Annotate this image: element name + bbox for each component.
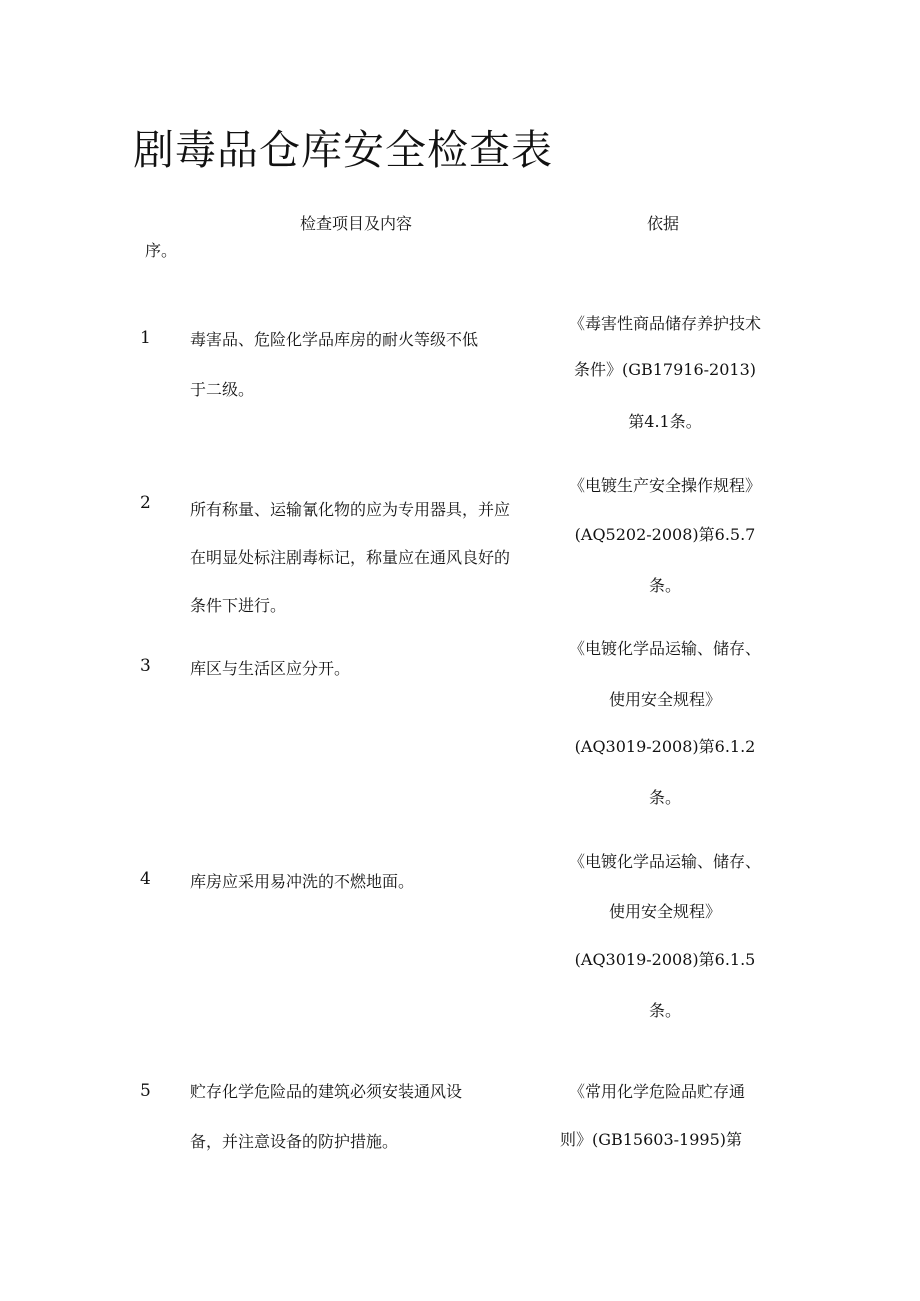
row-basis-line: (AQ3019-2008)第6.1.5 (574, 950, 756, 969)
row-basis-line: 《常用化学危险品贮存通 (568, 1082, 745, 1101)
row-content-line: 在明显处标注剧毒标记，称量应在通风良好的 (190, 548, 511, 567)
row-number: 5 (140, 1081, 151, 1101)
row-content-line: 所有称量、运输氰化物的应为专用器具，并应 (190, 500, 511, 519)
row-content-line: 库区与生活区应分开。 (190, 659, 351, 678)
row-basis-line: 条。 (648, 788, 681, 807)
header-basis: 依据 (647, 214, 680, 233)
row-content-line: 贮存化学危险品的建筑必须安装通风设 (190, 1082, 463, 1101)
row-content-line: 备，并注意设备的防护措施。 (190, 1132, 399, 1151)
row-number: 4 (140, 869, 151, 889)
header-content: 检查项目及内容 (300, 214, 413, 233)
row-basis-line: 条。 (648, 576, 681, 595)
row-basis-line: 《电镀化学品运输、储存、 (568, 639, 761, 658)
page-title: 剧毒品仓库安全检查表 (133, 126, 553, 174)
row-basis-line: (AQ3019-2008)第6.1.2 (574, 737, 756, 756)
row-basis-line: (AQ5202-2008)第6.5.7 (574, 525, 756, 544)
row-basis-line: 《毒害性商品储存养护技术 (568, 314, 761, 333)
row-basis-line: 《电镀化学品运输、储存、 (568, 852, 761, 871)
row-number: 1 (140, 328, 151, 348)
row-basis-line: 条。 (648, 1001, 681, 1020)
row-content-line: 库房应采用易冲洗的不燃地面。 (190, 872, 415, 891)
header-seq: 序。 (145, 241, 178, 260)
row-basis-line: 条件》(GB17916-2013) (573, 360, 757, 379)
row-content-line: 于二级。 (190, 380, 255, 399)
row-content-line: 毒害品、危险化学品库房的耐火等级不低 (190, 330, 479, 349)
row-number: 2 (140, 493, 151, 513)
row-content-line: 条件下进行。 (190, 596, 287, 615)
row-basis-line: 第4.1条。 (628, 412, 702, 431)
row-basis-line: 使用安全规程》 (608, 690, 721, 709)
row-basis-line: 使用安全规程》 (608, 902, 721, 921)
row-basis-line: 《电镀生产安全操作规程》 (568, 476, 761, 495)
row-basis-line: 则》(GB15603-1995)第 (559, 1130, 743, 1149)
row-number: 3 (140, 656, 151, 676)
